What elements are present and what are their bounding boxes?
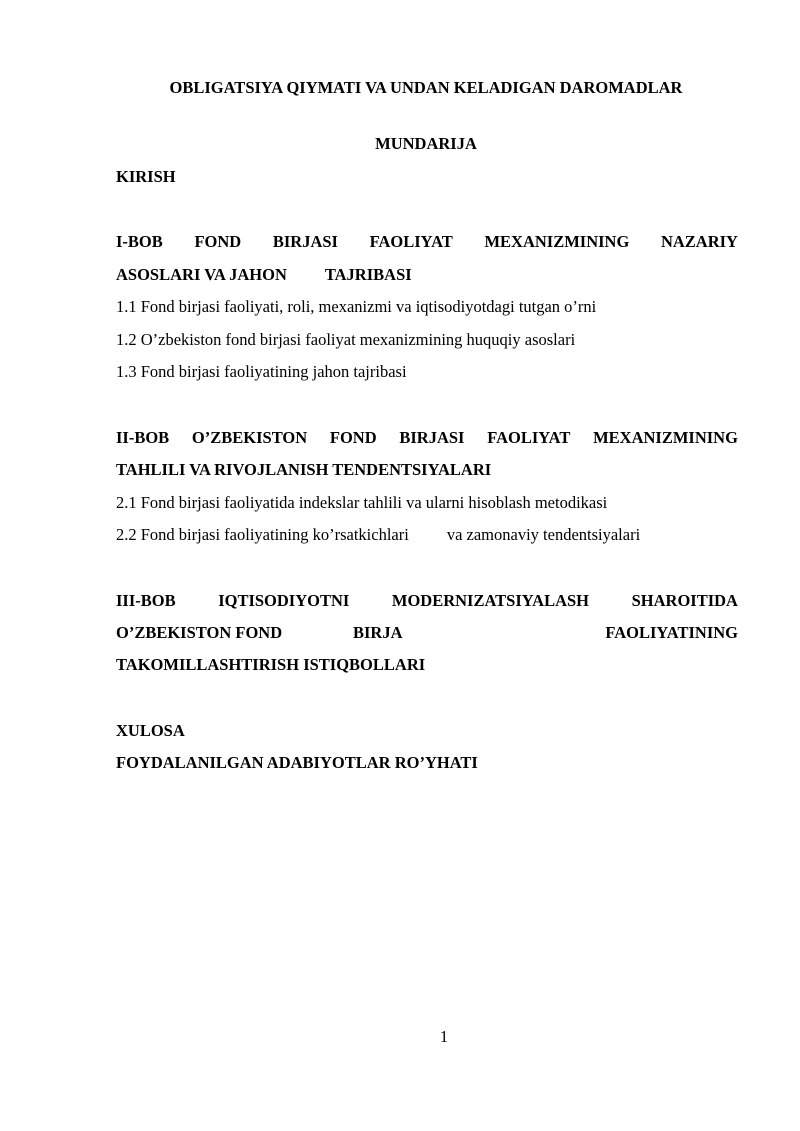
toc-chapter3-title-line3[interactable]: TAKOMILLASHTIRISH ISTIQBOLLARI xyxy=(116,655,426,674)
page-number: 1 xyxy=(439,1027,449,1046)
toc-heading: MUNDARIJA xyxy=(375,134,477,153)
chapter3-word: IQTISODIYOTNI xyxy=(218,591,350,610)
chapter3-line2-part1: O’ZBEKISTON FOND xyxy=(116,623,283,642)
toc-entry-references[interactable]: FOYDALANILGAN ADABIYOTLAR RO’YHATI xyxy=(116,753,478,772)
chapter2-word: FAOLIYAT xyxy=(487,428,571,447)
chapter3-word: III-BOB xyxy=(116,591,176,610)
chapter2-word: MEXANIZMINING xyxy=(593,428,738,447)
chapter1-word: FAOLIYAT xyxy=(369,232,453,251)
chapter1-word: MEXANIZMINING xyxy=(484,232,630,251)
chapter3-line2-part3: FAOLIYATINING xyxy=(605,623,738,642)
chapter2-word: FOND xyxy=(329,428,377,447)
chapter1-word: FOND xyxy=(194,232,242,251)
chapter1-word: NAZARIY xyxy=(660,232,738,251)
chapter3-word: MODERNIZATSIYALASH xyxy=(391,591,590,610)
chapter1-word: BIRJASI xyxy=(272,232,338,251)
toc-section-1-2[interactable]: 1.2 O’zbekiston fond birjasi faoliyat mexanizmining huquqiy asoslari xyxy=(116,330,576,349)
toc-entry-conclusion[interactable]: XULOSA xyxy=(116,721,185,740)
chapter1-word: I-BOB xyxy=(116,232,163,251)
section-2-2-part1: 2.2 Fond birjasi faoliyatining ko’rsatkichlari xyxy=(116,525,409,544)
chapter3-line2-part2: BIRJA xyxy=(353,623,403,642)
chapter2-word: O’ZBEKISTON xyxy=(191,428,308,447)
toc-section-2-1[interactable]: 2.1 Fond birjasi faoliyatida indekslar tahlili va ularni hisoblash metodikasi xyxy=(116,493,608,512)
toc-chapter1-title-line1[interactable] xyxy=(116,231,738,253)
chapter1-line2-part2: TAJRIBASI xyxy=(324,265,412,284)
toc-section-2-2[interactable] xyxy=(116,524,738,546)
toc-section-1-1[interactable]: 1.1 Fond birjasi faoliyati, roli, mexanizmi va iqtisodiyotdagi tutgan o’rni xyxy=(116,297,597,316)
section-2-2-part2: va zamonaviy tendentsiyalari xyxy=(446,525,641,544)
chapter1-line2-part1: ASOSLARI VA JAHON xyxy=(116,265,287,284)
toc-chapter2-title-line1[interactable] xyxy=(116,427,738,449)
chapter2-word: BIRJASI xyxy=(399,428,465,447)
toc-chapter1-title-line2[interactable] xyxy=(116,264,738,286)
document-title: OBLIGATSIYA QIYMATI VA UNDAN KELADIGAN DAROMADLAR xyxy=(169,78,683,97)
chapter3-word: SHAROITIDA xyxy=(631,591,738,610)
toc-section-1-3[interactable]: 1.3 Fond birjasi faoliyatining jahon tajribasi xyxy=(116,362,407,381)
toc-chapter2-title-line2[interactable]: TAHLILI VA RIVOJLANISH TENDENTSIYALARI xyxy=(116,460,492,479)
toc-entry-intro[interactable]: KIRISH xyxy=(116,167,176,186)
toc-chapter3-title-line1[interactable] xyxy=(116,590,738,612)
chapter2-word: II-BOB xyxy=(116,428,170,447)
